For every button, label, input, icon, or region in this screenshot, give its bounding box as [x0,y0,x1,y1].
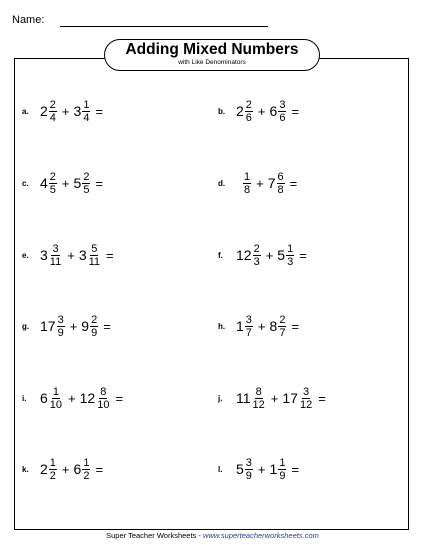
fraction [252,386,266,411]
numerator: 2 [49,170,56,183]
mixed-number [270,457,288,482]
fraction [245,314,253,339]
fraction [90,314,98,339]
problem-k [22,454,103,484]
mixed-number [80,386,112,411]
problem-c [22,168,103,198]
denominator: 4 [83,111,90,124]
whole-part: 6 [269,103,278,119]
whole-part: 2 [40,103,48,119]
numerator: 1 [244,170,251,183]
denominator: 4 [49,111,56,124]
plus-sign: + [61,103,70,119]
denominator: 9 [245,469,252,482]
worksheet-title: Adding Mixed Numbers [125,41,299,58]
whole-part: 4 [40,175,48,191]
whole-part: 2 [40,461,48,477]
equals-sign: = [103,318,111,334]
fraction [245,99,253,124]
mixed-number [236,314,254,339]
fraction [49,171,57,196]
denominator: 6 [245,111,252,124]
fraction [278,314,286,339]
plus-sign: + [265,247,274,263]
whole-part: 8 [269,318,278,334]
fraction [278,99,286,124]
plus-sign: + [257,318,266,334]
denominator: 8 [244,183,251,196]
whole-part: 2 [236,103,244,119]
equals-sign: = [95,103,104,119]
worksheet-subtitle: with Like Denominators [178,59,246,66]
whole-part: 5 [73,175,82,191]
denominator: 9 [91,326,98,339]
mixed-number [236,99,254,124]
mixed-number [40,314,66,339]
equals-sign: = [95,461,104,477]
numerator: 2 [91,313,98,326]
equals-sign: = [289,175,298,191]
fraction [253,243,261,268]
problem-d [218,168,297,198]
fraction [82,457,90,482]
whole-part: 1 [236,318,244,334]
denominator: 10 [97,398,110,411]
mixed-number [236,386,267,411]
numerator: 1 [49,456,56,469]
fraction [49,243,62,268]
problem-f [218,240,307,270]
mixed-number [81,314,99,339]
plus-sign: + [257,461,266,477]
mixed-number [79,243,102,268]
numerator: 2 [253,242,260,255]
fraction [278,457,286,482]
whole-part: 5 [277,247,286,263]
equals-sign: = [95,175,104,191]
fraction [57,314,65,339]
whole-part: 3 [73,103,82,119]
whole-part: 11 [236,390,251,406]
fraction [88,243,101,268]
mixed-number [270,314,288,339]
fraction [49,386,63,411]
fraction [49,99,57,124]
fraction [243,171,251,196]
plus-sign: + [69,318,78,334]
plus-sign: + [61,175,70,191]
equals-sign: = [291,318,300,334]
problem-label: b. [218,106,226,116]
whole-part: 12 [236,247,252,263]
whole-part: 6 [73,461,82,477]
problem-l [218,454,299,484]
footer [0,531,425,540]
whole-part: 12 [79,390,96,406]
mixed-number [74,171,92,196]
denominator: 3 [253,255,260,268]
mixed-number [270,99,288,124]
denominator: 7 [245,326,252,339]
denominator: 5 [49,183,56,196]
mixed-number [40,386,64,411]
denominator: 8 [277,183,284,196]
plus-sign: + [256,175,264,191]
problem-b [218,96,299,126]
numerator: 2 [83,170,90,183]
problem-label: k. [22,464,29,474]
footer-text: Super Teacher Worksheets - [106,531,203,540]
problem-label: a. [22,106,29,116]
problem-g [22,311,111,341]
denominator: 3 [287,255,294,268]
problem-h [218,311,299,341]
mixed-number [236,457,254,482]
mixed-number [236,243,262,268]
whole-part: 3 [78,247,87,263]
denominator: 12 [299,398,313,411]
problem-j [218,383,326,413]
equals-sign: = [106,247,114,263]
denominator: 9 [279,469,286,482]
denominator: 12 [252,398,265,411]
whole-part: 1 [269,461,278,477]
mixed-number [40,171,58,196]
mixed-number [268,171,286,196]
mixed-number [40,243,63,268]
numerator: 3 [52,242,59,255]
problem-e [22,240,114,270]
numerator: 1 [279,456,286,469]
problem-label: h. [218,321,226,331]
plus-sign: + [270,390,279,406]
fraction [82,99,90,124]
whole-part: 3 [40,247,48,263]
denominator: 2 [49,469,56,482]
whole-part: 17 [282,390,298,406]
whole-part: 17 [40,318,56,334]
title-box [104,39,320,71]
numerator: 2 [245,98,252,111]
denominator: 2 [83,469,90,482]
fraction [96,386,110,411]
plus-sign: + [68,390,76,406]
problem-label: l. [218,464,223,474]
denominator: 9 [57,326,64,339]
equals-sign: = [318,390,326,406]
name-label: Name: [12,14,45,26]
numerator: 3 [279,98,286,111]
mixed-number [40,99,58,124]
denominator: 10 [49,398,63,411]
mixed-number [282,386,314,411]
numerator: 3 [303,385,310,398]
numerator: 3 [245,313,252,326]
numerator: 3 [57,313,64,326]
problem-label: g. [22,321,30,331]
problem-i [22,383,123,413]
equals-sign: = [291,461,300,477]
mixed-number [74,457,92,482]
numerator: 8 [255,385,262,398]
numerator: 3 [245,456,252,469]
footer-link[interactable]: www.superteacherworksheets.com [202,531,319,540]
whole-part: 7 [267,175,276,191]
denominator: 5 [83,183,90,196]
numerator: 2 [279,313,286,326]
denominator: 7 [279,326,286,339]
fraction [245,457,253,482]
numerator: 1 [52,385,59,398]
mixed-number [74,99,92,124]
fraction [299,386,313,411]
mixed-number [40,457,58,482]
problem-label: f. [218,250,223,260]
plus-sign: + [67,247,75,263]
numerator: 1 [287,242,294,255]
denominator: 11 [49,255,62,268]
equals-sign: = [299,247,307,263]
mixed-number [242,171,252,196]
denominator: 11 [88,255,101,268]
fraction [82,171,90,196]
whole-part: 5 [236,461,244,477]
plus-sign: + [257,103,266,119]
whole-part: 9 [81,318,90,334]
plus-sign: + [61,461,70,477]
equals-sign: = [291,103,300,119]
problem-a [22,96,103,126]
fraction [49,457,57,482]
numerator: 1 [83,456,90,469]
whole-part: 6 [40,390,48,406]
problem-label: d. [218,178,226,188]
name-line[interactable] [60,26,268,27]
numerator: 6 [277,170,284,183]
numerator: 1 [83,98,90,111]
numerator: 2 [49,98,56,111]
numerator: 8 [100,385,107,398]
fraction [286,243,294,268]
problem-label: c. [22,178,29,188]
mixed-number [277,243,295,268]
problem-label: i. [22,393,27,403]
problem-label: e. [22,250,29,260]
problem-label: j. [218,393,223,403]
denominator: 6 [279,111,286,124]
fraction [277,171,285,196]
equals-sign: = [115,390,124,406]
numerator: 5 [91,242,98,255]
